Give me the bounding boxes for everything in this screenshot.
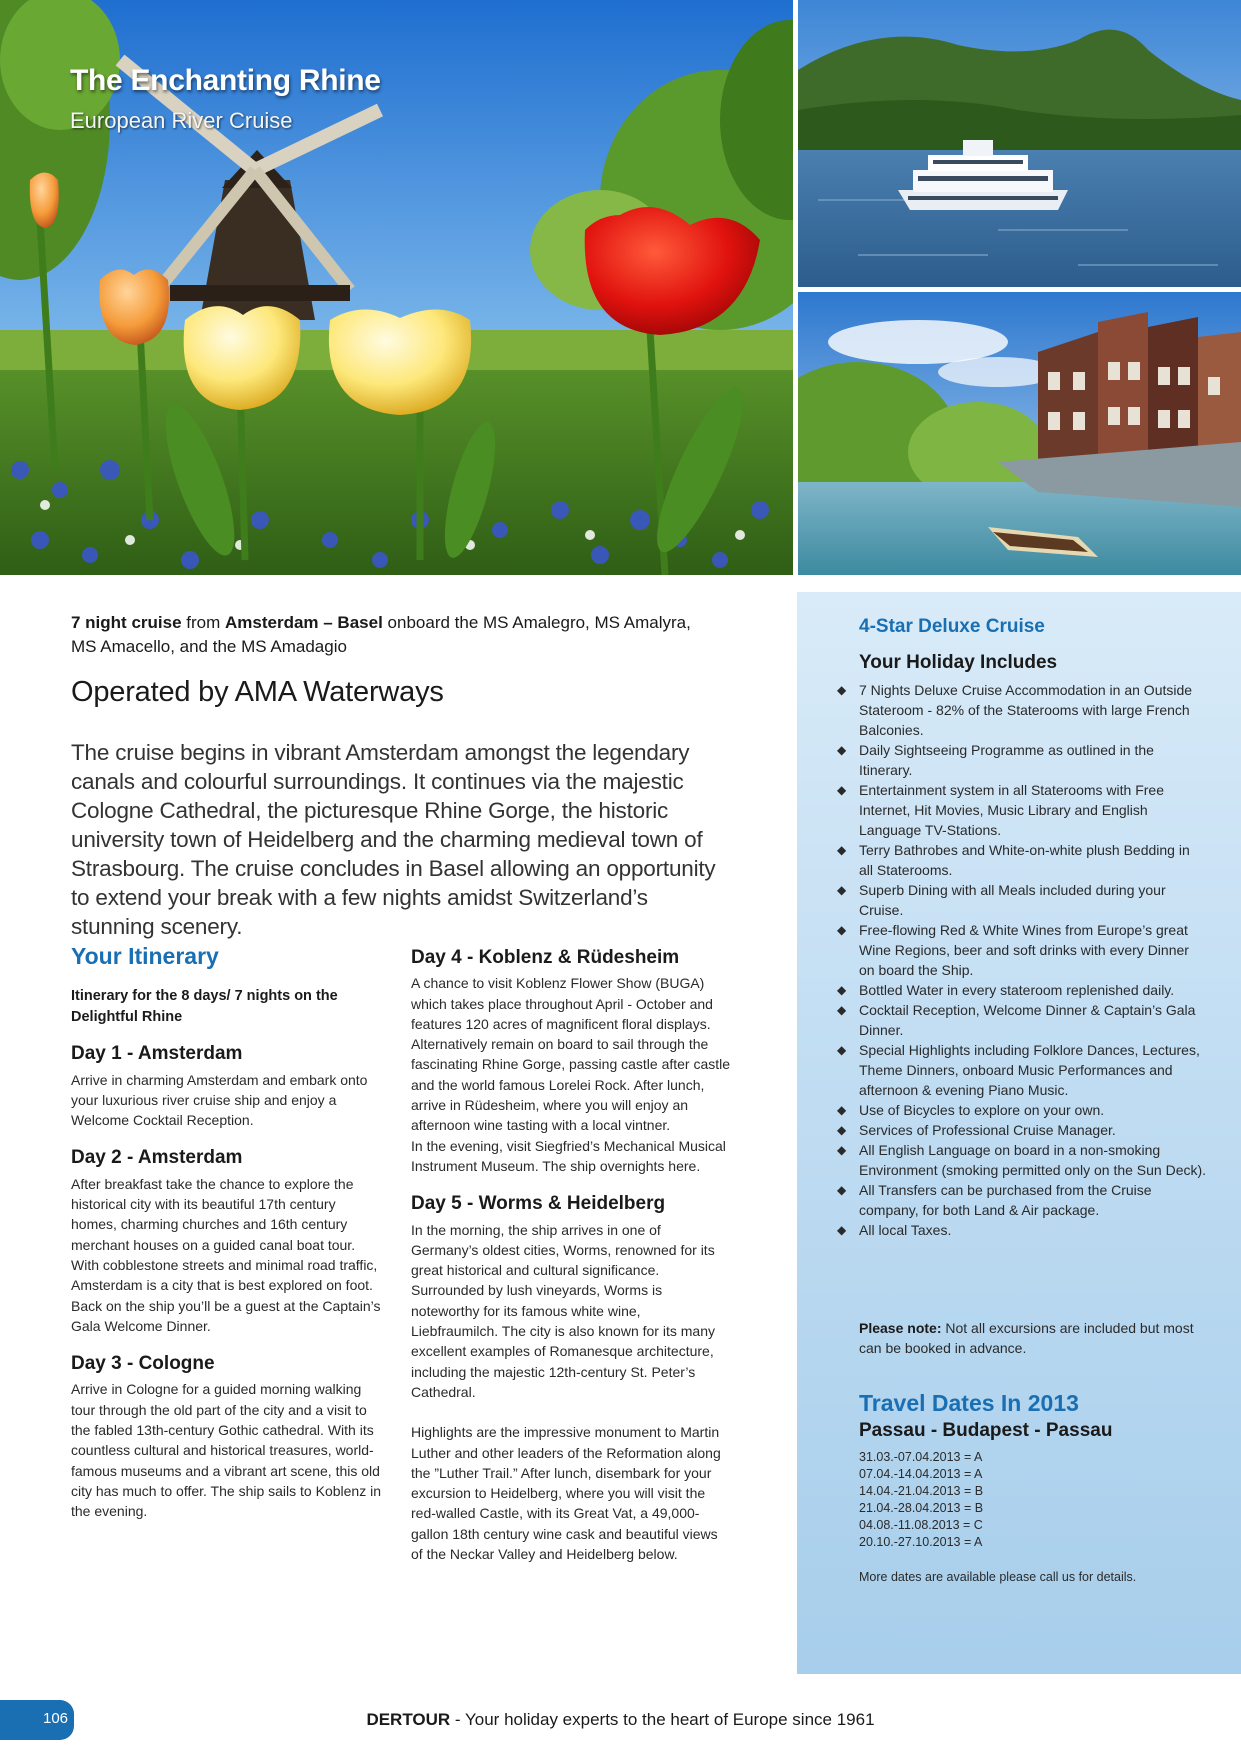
footer-brand: DERTOUR [366, 1710, 451, 1729]
travel-dates-list [859, 1449, 983, 1551]
cruise-category: 4-Star Deluxe Cruise [859, 616, 1045, 637]
day-title: Day 2 - Amsterdam [71, 1147, 243, 1169]
includes-item [837, 680, 1207, 740]
includes-item [837, 1100, 1207, 1120]
includes-item-text: Entertainment system in all Staterooms with Free Internet, Hit Movies, Music Library and English Language TV-Stations. [859, 782, 1165, 838]
itinerary-intro: Itinerary for the 8 days/ 7 nights on the Delightful Rhine [71, 988, 338, 1026]
note-text: Not all excursions are included but most can be booked in advance. [859, 1320, 1194, 1356]
bullet-icon: ◆ [837, 1103, 847, 1117]
travel-dates-heading: Travel Dates In 2013 [859, 1390, 1079, 1416]
day-title: Day 3 - Cologne [71, 1353, 215, 1375]
includes-item-text: Terry Bathrobes and White-on-white plush Bedding in all Staterooms. [859, 842, 1190, 878]
day-description-highlights: Highlights are the impressive monument to Martin Luther and other leaders of the Reformation along the ”Luther Trail.” After lunch, disembark for your excursion to Heidelberg, where you will visit the red-walled Castle, with its Great Vat, a 49,000-gallon 18th century wine cask and beautiful views of the Neckar Valley and Heidelberg below. [411, 1424, 721, 1563]
canal-photo-illustration [798, 292, 1241, 575]
includes-item [837, 980, 1207, 1000]
more-dates-note: More dates are available please call us for details. [859, 1570, 1137, 1584]
footer-tagline [0, 1710, 1241, 1730]
bullet-icon: ◆ [837, 783, 847, 797]
includes-heading: Your Holiday Includes [859, 652, 1058, 673]
day-title: Day 4 - Koblenz & Rüdesheim [411, 947, 680, 968]
page-number: 106 [43, 1710, 69, 1727]
itinerary-column-2 [411, 948, 731, 1582]
itinerary-column-1 [71, 943, 381, 1540]
photo-amsterdam-canal [798, 292, 1241, 575]
day-description: Arrive in charming Amsterdam and embark onto your luxurious river cruise ship and enjoy a Welcome Cocktail Reception. [71, 1071, 368, 1129]
cruise-from-word: from [186, 613, 221, 632]
includes-item-text: Services of Professional Cruise Manager. [859, 1122, 1116, 1138]
photo-river-cruise-ship [798, 0, 1241, 287]
includes-item-text: Daily Sightseeing Programme as outlined in the Itinerary. [859, 742, 1154, 778]
day-2 [71, 1148, 381, 1336]
hero-title: The Enchanting Rhine [70, 64, 381, 97]
bullet-icon: ◆ [837, 843, 847, 857]
operator-heading: Operated by AMA Waterways [71, 676, 444, 708]
travel-dates-route: Passau - Budapest - Passau [859, 1420, 1113, 1441]
day-4 [411, 948, 731, 1176]
travel-date: 21.04.-28.04.2013 = B [859, 1501, 984, 1515]
includes-item [837, 1120, 1207, 1140]
includes-item-text: Special Highlights including Folklore Dances, Lectures, Theme Dinners, onboard Music Performances and afternoon & evening Piano Music. [859, 1042, 1200, 1098]
bullet-icon: ◆ [837, 983, 847, 997]
cruise-ships: onboard the MS Amalegro, MS Amalyra, MS Amacello, and the MS Amadagio [71, 613, 691, 656]
bullet-icon: ◆ [837, 1003, 847, 1017]
travel-date: 31.03.-07.04.2013 = A [859, 1450, 983, 1464]
please-note [859, 1318, 1199, 1358]
includes-item-text: Bottled Water in every stateroom replenished daily. [859, 982, 1175, 998]
day-title: Day 5 - Worms & Heidelberg [411, 1193, 666, 1215]
bullet-icon: ◆ [837, 1143, 847, 1157]
includes-item-text: Free-flowing Red & White Wines from Europe’s great Wine Regions, beer and soft drinks with every Dinner on board the Ship. [859, 922, 1189, 978]
hero-subtitle: European River Cruise [70, 108, 293, 133]
includes-item [837, 920, 1207, 980]
travel-date: 07.04.-14.04.2013 = A [859, 1467, 983, 1481]
includes-item-text: All Transfers can be purchased from the Cruise company, for both Land & Air package. [859, 1182, 1152, 1218]
bullet-icon: ◆ [837, 1223, 847, 1237]
footer-text: - Your holiday experts to the heart of Europe since 1961 [454, 1710, 875, 1729]
cruise-duration: 7 night cruise [71, 613, 182, 632]
includes-list [837, 680, 1207, 1240]
travel-date: 20.10.-27.10.2013 = A [859, 1535, 983, 1549]
bullet-icon: ◆ [837, 1183, 847, 1197]
cruise-route: Amsterdam – Basel [225, 613, 383, 632]
day-description-evening: In the evening, visit Siegfried’s Mechanical Musical Instrument Museum. The ship overnights here. [411, 1137, 726, 1174]
includes-item-text: All local Taxes. [859, 1222, 952, 1238]
bullet-icon: ◆ [837, 743, 847, 757]
bullet-icon: ◆ [837, 1123, 847, 1137]
bullet-icon: ◆ [837, 883, 847, 897]
includes-item [837, 840, 1207, 880]
paragraph-gap [411, 1402, 731, 1422]
bullet-icon: ◆ [837, 1043, 847, 1057]
includes-item-text: 7 Nights Deluxe Cruise Accommodation in an Outside Stateroom - 82% of the Staterooms with large French Balconies. [859, 682, 1193, 738]
travel-date: 14.04.-21.04.2013 = B [859, 1484, 984, 1498]
includes-item-text: All English Language on board in a non-smoking Environment (smoking permitted only on the Sun Deck). [859, 1142, 1207, 1178]
bullet-icon: ◆ [837, 923, 847, 937]
day-title: Day 1 - Amsterdam [71, 1043, 243, 1065]
itinerary-heading: Your Itinerary [71, 943, 219, 969]
lead-paragraph: The cruise begins in vibrant Amsterdam amongst the legendary canals and colourful surroundings. It continues via the majestic Cologne Cathedral, the picturesque Rhine Gorge, the historic university town of Heidelberg and the charming medieval town of Strasbourg. The cruise concludes in Basel allowing an opportunity to extend your break with a few nights amidst Switzerland’s stunning scenery. [71, 740, 716, 939]
includes-item [837, 740, 1207, 780]
ship-photo-illustration [798, 0, 1241, 287]
includes-item [837, 880, 1207, 920]
includes-item [837, 1040, 1207, 1100]
day-3 [71, 1354, 381, 1521]
includes-item-text: Superb Dining with all Meals included during your Cruise. [859, 882, 1166, 918]
cruise-summary [71, 611, 711, 659]
note-label: Please note: [859, 1320, 942, 1336]
day-description: After breakfast take the chance to explore the historical city with its beautiful 17th century homes, charming churches and 16th century merchant houses on a guided canal boat tour. With cobblestone streets and minimal road traffic, Amsterdam is a city that is best explored on foot. Back on the ship you’ll be a guest at the Captain’s Gala Welcome Dinner. [71, 1175, 381, 1334]
day-description: In the morning, the ship arrives in one of Germany’s oldest cities, Worms, renowned for its great historical and cultural significance. Surrounded by lush vineyards, Worms is noteworthy for its famous white wine, Liebfraumilch. The city is also known for its many excellent examples of Romanesque architecture, including the majestic 12th-century St. Peter’s Cathedral. [411, 1221, 715, 1400]
sidebar-panel [797, 592, 1241, 1674]
travel-date: 04.08.-11.08.2013 = C [859, 1518, 983, 1532]
hero-photo-windmill-tulips [0, 0, 793, 575]
day-1 [71, 1044, 381, 1130]
day-description: Arrive in Cologne for a guided morning walking tour through the old part of the city and a visit to the fabled 13th-century Gothic cathedral. With its countless cultural and historical treasures, world-famous museums and a vibrant art scene, this old city has much to offer. The ship sails to Koblenz in the evening. [71, 1381, 381, 1520]
includes-item [837, 1000, 1207, 1040]
includes-item [837, 780, 1207, 840]
bullet-icon: ◆ [837, 683, 847, 697]
day-5 [411, 1194, 731, 1564]
includes-item [837, 1140, 1207, 1180]
includes-item [837, 1220, 1207, 1240]
includes-item-text: Cocktail Reception, Welcome Dinner & Captain’s Gala Dinner. [859, 1002, 1196, 1038]
day-description: A chance to visit Koblenz Flower Show (BUGA) which takes place throughout April - October and features 120 acres of magnificent floral displays. Alternatively remain on board to sail through the fascinating Rhine Gorge, passing castle after castle and the world famous Lorelei Rock. After lunch, arrive in Rüdesheim, where you will enjoy an afternoon wine tasting with a local vintner. [411, 975, 731, 1134]
includes-item-text: Use of Bicycles to explore on your own. [859, 1102, 1105, 1118]
includes-item [837, 1180, 1207, 1220]
